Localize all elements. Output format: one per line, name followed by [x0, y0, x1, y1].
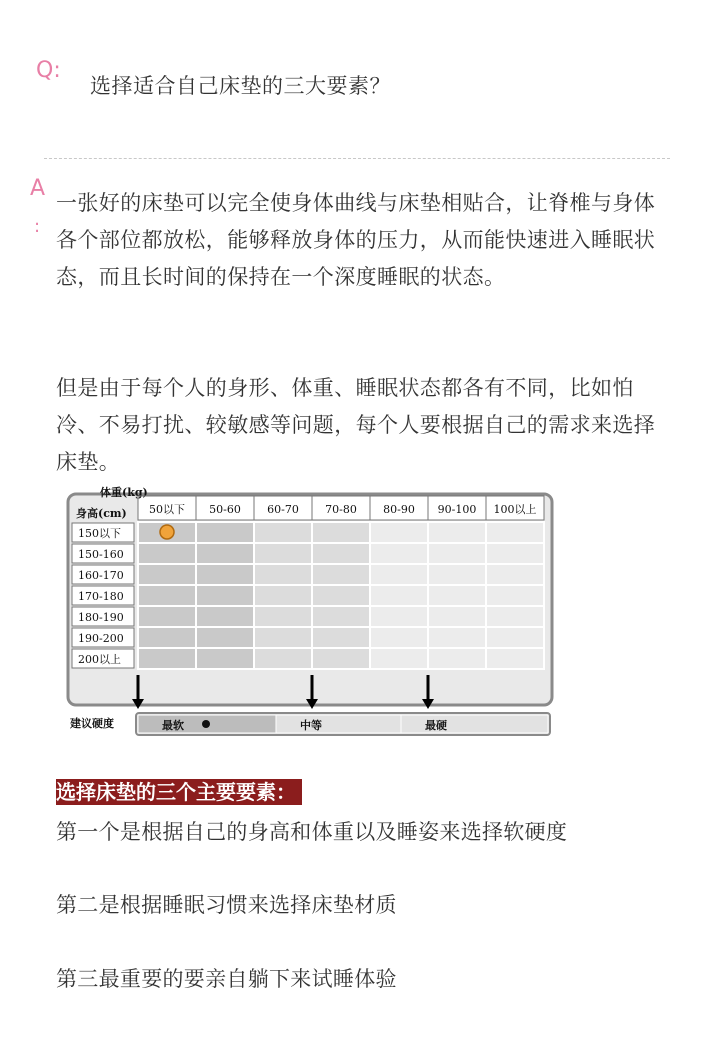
grid-cell: [138, 585, 196, 606]
grid-cell: [486, 606, 544, 627]
height-row-label: 180-190: [78, 611, 124, 624]
height-axis-label: 身高(cm): [76, 507, 127, 520]
grid-cell: [138, 648, 196, 669]
hardness-segment: [401, 715, 548, 733]
question-text: 选择适合自己床垫的三大要素？: [90, 74, 391, 98]
grid-cell: [428, 585, 486, 606]
grid-cell: [254, 648, 312, 669]
grid-cell: [428, 648, 486, 669]
grid-cell: [196, 543, 254, 564]
dashed-divider: [44, 158, 670, 159]
height-row-label: 200以上: [78, 653, 121, 666]
softest-marker-dot: [202, 720, 210, 728]
height-row-label: 190-200: [78, 632, 124, 645]
hardness-label: 建议硬度: [70, 717, 114, 730]
grid-cell: [196, 585, 254, 606]
grid-cell: [486, 543, 544, 564]
answer-paragraph-1: 一张好的床垫可以完全使身体曲线与床垫相贴合，让脊椎与身体各个部位都放松，能够释放身体的压力，从而能快速进入睡眠状态，而且长时间的保持在一个深度睡眠的状态。: [56, 191, 656, 289]
grid-cell: [370, 522, 428, 543]
height-row-label: 150以下: [78, 527, 121, 540]
height-row-label: 170-180: [78, 590, 124, 603]
question-marker: Q:: [36, 58, 61, 83]
grid-cell: [138, 627, 196, 648]
grid-cell: [196, 627, 254, 648]
factor-item-2: 第二是根据睡眠习惯来选择床垫材质: [56, 893, 397, 917]
weight-axis-label: 体重(kg): [100, 486, 148, 499]
grid-cell: [428, 522, 486, 543]
mattress-hardness-chart: [66, 484, 546, 732]
grid-cell: [138, 543, 196, 564]
grid-cell: [196, 606, 254, 627]
grid-cell: [312, 585, 370, 606]
answer-paragraph-2: 但是由于每个人的身形、体重、睡眠状态都各有不同，比如怕冷、不易打扰、较敏感等问题，每个人要根据自己的需求来选择床垫。: [56, 376, 656, 474]
grid-cell: [312, 564, 370, 585]
weight-column-label: 90-100: [437, 503, 477, 516]
grid-cell: [486, 564, 544, 585]
answer-marker-colon: :: [34, 216, 41, 237]
factor-item-1: 第一个是根据自己的身高和体重以及睡姿来选择软硬度: [56, 820, 568, 844]
height-row-label: 150-160: [78, 548, 124, 561]
grid-cell: [486, 522, 544, 543]
grid-cell: [196, 522, 254, 543]
grid-cell: [254, 543, 312, 564]
grid-cell: [312, 648, 370, 669]
grid-cell: [254, 564, 312, 585]
grid-cell: [312, 543, 370, 564]
grid-cell: [254, 585, 312, 606]
grid-cell: [370, 543, 428, 564]
grid-cell: [138, 564, 196, 585]
grid-cell: [196, 564, 254, 585]
grid-cell: [486, 585, 544, 606]
grid-cell: [312, 522, 370, 543]
hardness-level-label: 最硬: [425, 719, 447, 732]
grid-cell: [312, 627, 370, 648]
grid-cell: [428, 564, 486, 585]
grid-cell: [428, 627, 486, 648]
grid-cell: [254, 606, 312, 627]
grid-cell: [254, 627, 312, 648]
weight-column-label: 60-70: [267, 503, 299, 516]
marked-cell-dot: [160, 525, 174, 539]
weight-column-label: 100以上: [493, 503, 537, 516]
factor-item-3: 第三最重要的要亲自躺下来试睡体验: [56, 967, 397, 991]
grid-cell: [428, 606, 486, 627]
grid-cell: [254, 522, 312, 543]
grid-cell: [370, 585, 428, 606]
grid-cell: [486, 627, 544, 648]
height-row-label: 160-170: [78, 569, 124, 582]
weight-column-label: 50以下: [149, 503, 185, 516]
hardness-level-label: 中等: [300, 719, 322, 732]
grid-cell: [370, 564, 428, 585]
grid-cell: [428, 543, 486, 564]
grid-cell: [370, 606, 428, 627]
grid-cell: [370, 648, 428, 669]
grid-cell: [312, 606, 370, 627]
section-heading: 选择床垫的三个主要要素：: [56, 779, 302, 805]
grid-cell: [486, 648, 544, 669]
hardness-level-label: 最软: [162, 719, 184, 732]
grid-cell: [196, 648, 254, 669]
weight-column-label: 70-80: [325, 503, 357, 516]
mattress-hardness-chart-svg: [66, 484, 546, 732]
grid-cell: [370, 627, 428, 648]
weight-column-label: 80-90: [383, 503, 415, 516]
answer-marker: A: [30, 176, 46, 201]
hardness-segment: [276, 715, 401, 733]
grid-cell: [138, 606, 196, 627]
weight-column-label: 50-60: [209, 503, 241, 516]
